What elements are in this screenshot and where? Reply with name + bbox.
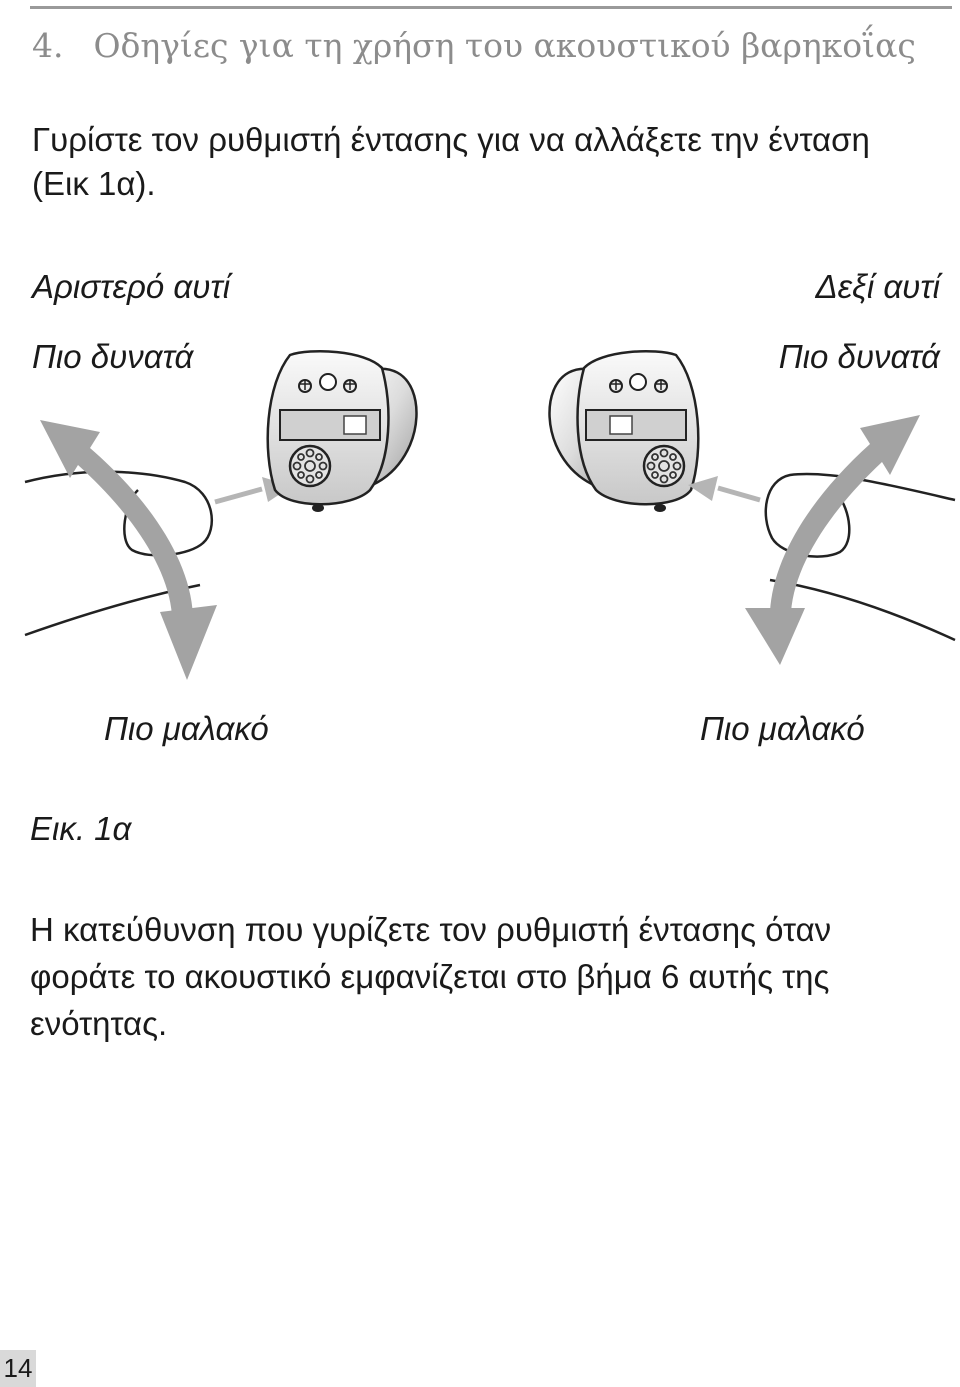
chapter-title: Οδηγίες για τη χρήση του ακουστικού βαρηκοΐας bbox=[93, 26, 916, 65]
softer-right-label: Πιο μαλακό bbox=[700, 710, 865, 747]
chapter-heading bbox=[32, 26, 916, 65]
left-hearing-aid-illustration bbox=[268, 351, 417, 512]
right-curved-arrow-icon bbox=[745, 415, 920, 665]
volume-control-figure bbox=[0, 340, 960, 700]
right-pointer-arrow-icon bbox=[688, 476, 760, 501]
left-ear-label: Αριστερό αυτί bbox=[32, 268, 231, 305]
chapter-number: 4. bbox=[32, 26, 64, 65]
page-number: 14 bbox=[0, 1350, 36, 1387]
louder-left-label: Πιο δυνατά bbox=[32, 338, 194, 375]
louder-right-label: Πιο δυνατά bbox=[778, 338, 940, 375]
right-ear-label: Δεξί αυτί bbox=[815, 268, 940, 305]
top-rule bbox=[30, 6, 952, 9]
softer-left-label: Πιο μαλακό bbox=[104, 710, 269, 747]
right-hearing-aid-illustration bbox=[549, 351, 698, 512]
figure-caption: Εικ. 1α bbox=[30, 810, 132, 847]
body-paragraph: Η κατεύθυνση που γυρίζετε τον ρυθμιστή έντασης όταν φοράτε το ακουστικό εμφανίζεται στο βήμα 6 αυτής της ενότητας. bbox=[30, 911, 832, 1042]
intro-paragraph: Γυρίστε τον ρυθμιστή έντασης για να αλλάξετε την ένταση (Εικ 1α). bbox=[32, 121, 870, 202]
